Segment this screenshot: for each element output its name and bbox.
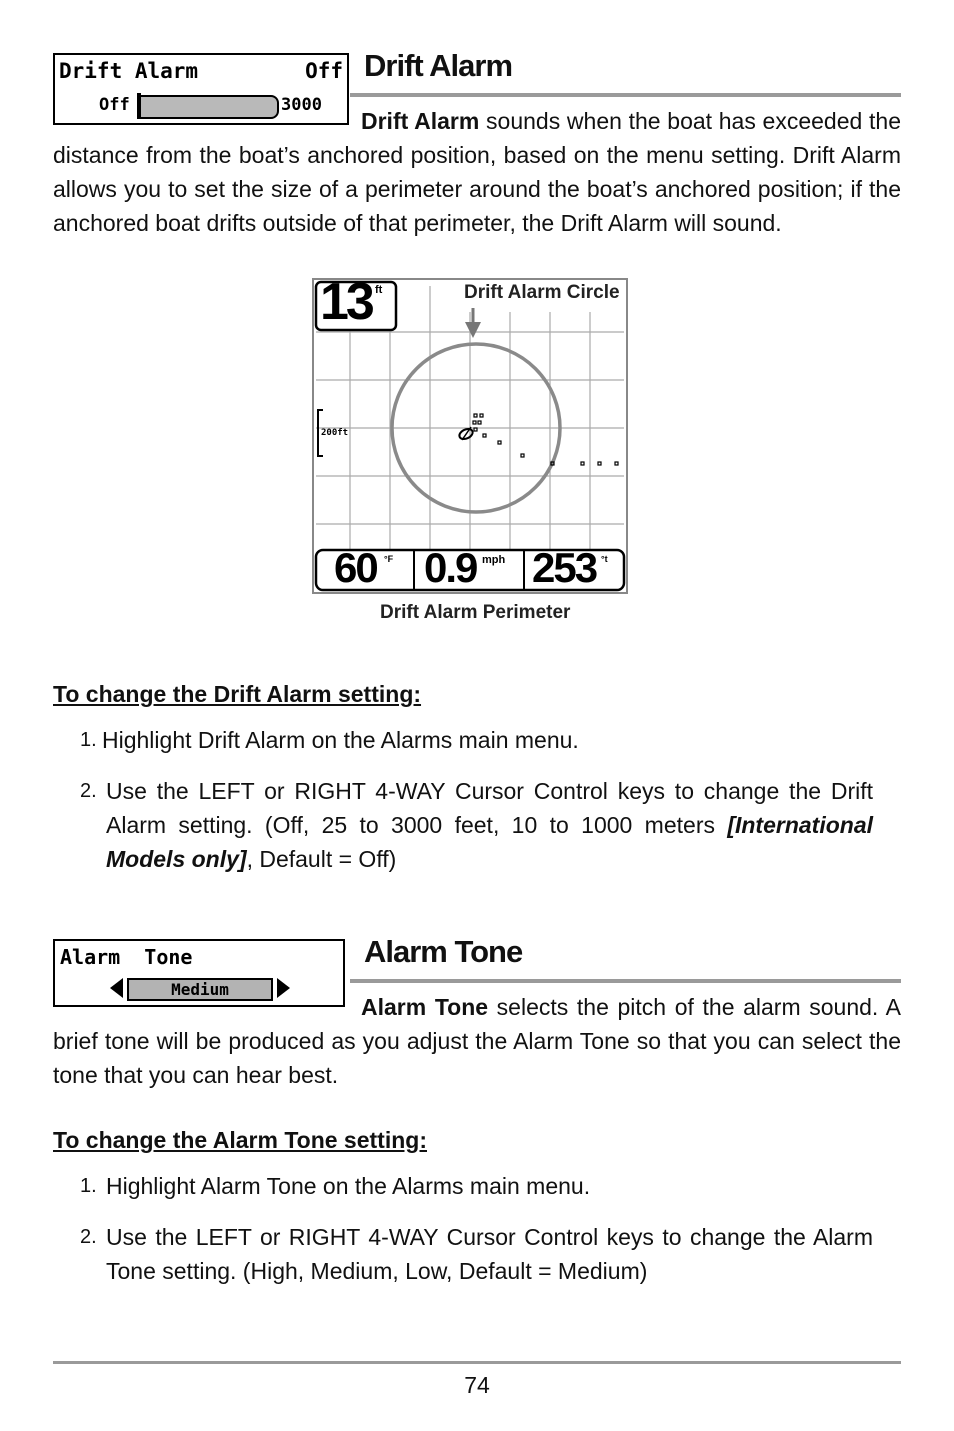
tone-step-1 [80,1169,880,1203]
alarm-tone-intro [53,990,901,1092]
drift-step-2-number: 2. [80,780,97,802]
tone-step-1-text: Highlight Alarm Tone on the Alarms main menu. [106,1173,591,1199]
depth-unit: ft [375,284,383,296]
depth-readout: 13 [320,273,372,331]
speed-unit: mph [482,554,506,566]
drift-alarm-intro-bold: Drift Alarm [361,108,480,134]
tone-step-2 [80,1220,873,1288]
drift-alarm-rule [350,93,901,97]
drift-steps-title: To change the Drift Alarm setting: [53,681,422,707]
alarm-tone-menu-label: Alarm Tone [60,945,193,969]
speed-readout: 0.9 [424,544,477,591]
alarm-tone-menu-value: Medium [171,980,229,999]
tone-step-2-number: 2. [80,1226,97,1248]
drift-alarm-range-min: Off [99,95,130,115]
heading-readout: 253 [532,544,597,591]
drift-step-2-text: Use the LEFT or RIGHT 4-WAY Cursor Control keys to change the Drift Alarm setting. (Off, 25 to 3000 feet, 10 to 1000 meters [106,778,873,838]
tone-steps-title: To change the Alarm Tone setting: [53,1127,427,1153]
alarm-tone-intro-text: selects the pitch of the alarm sound. A brief tone will be produced as you adjust the Alarm Tone so that you can select the tone that you can hear best. [53,994,901,1088]
drift-alarm-circle-label: Drift Alarm Circle [464,282,620,303]
drift-step-2 [80,774,873,876]
page-number: 74 [464,1372,490,1398]
drift-alarm-intro [53,104,901,240]
alarm-tone-intro-bold: Alarm Tone [361,994,489,1020]
tone-step-1-number: 1. [80,1175,97,1197]
tone-step-2-text: Use the LEFT or RIGHT 4-WAY Cursor Control keys to change the Alarm Tone setting. (High, Medium, Low, Default = Medium) [106,1224,873,1284]
drift-step-1 [80,723,880,757]
drift-step-1-text: Highlight Drift Alarm on the Alarms main menu. [102,727,579,753]
water-temp-readout: 60 [334,544,377,591]
drift-alarm-range-max: 3000 [281,95,322,115]
drift-alarm-screen [312,273,628,594]
heading-unit: °t [601,554,608,564]
drift-step-2-emphasis: [International Models only] [106,812,873,872]
alarm-tone-rule [350,979,901,983]
alarm-tone-heading: Alarm Tone [364,934,523,969]
drift-alarm-intro-text: sounds when the boat has exceeded the distance from the boat’s anchored position, based on the menu setting. Drift Alarm allows you to set the size of a perimeter around the boat’s anchored position; if the anchored boat drifts outside of that perimeter, the Drift Alarm will sound. [53,108,901,236]
drift-alarm-menu-value: Off [305,59,343,83]
drift-alarm-perimeter-caption: Drift Alarm Perimeter [380,602,571,623]
drift-step-2-text-end: , Default = Off) [246,846,397,872]
water-temp-unit: °F [384,554,394,564]
drift-alarm-heading: Drift Alarm [364,48,513,83]
range-scale-label: 200ft [321,428,349,438]
drift-alarm-menu-label: Drift Alarm [59,59,199,83]
drift-step-1-number: 1. [80,729,97,751]
footer-rule [53,1361,901,1364]
